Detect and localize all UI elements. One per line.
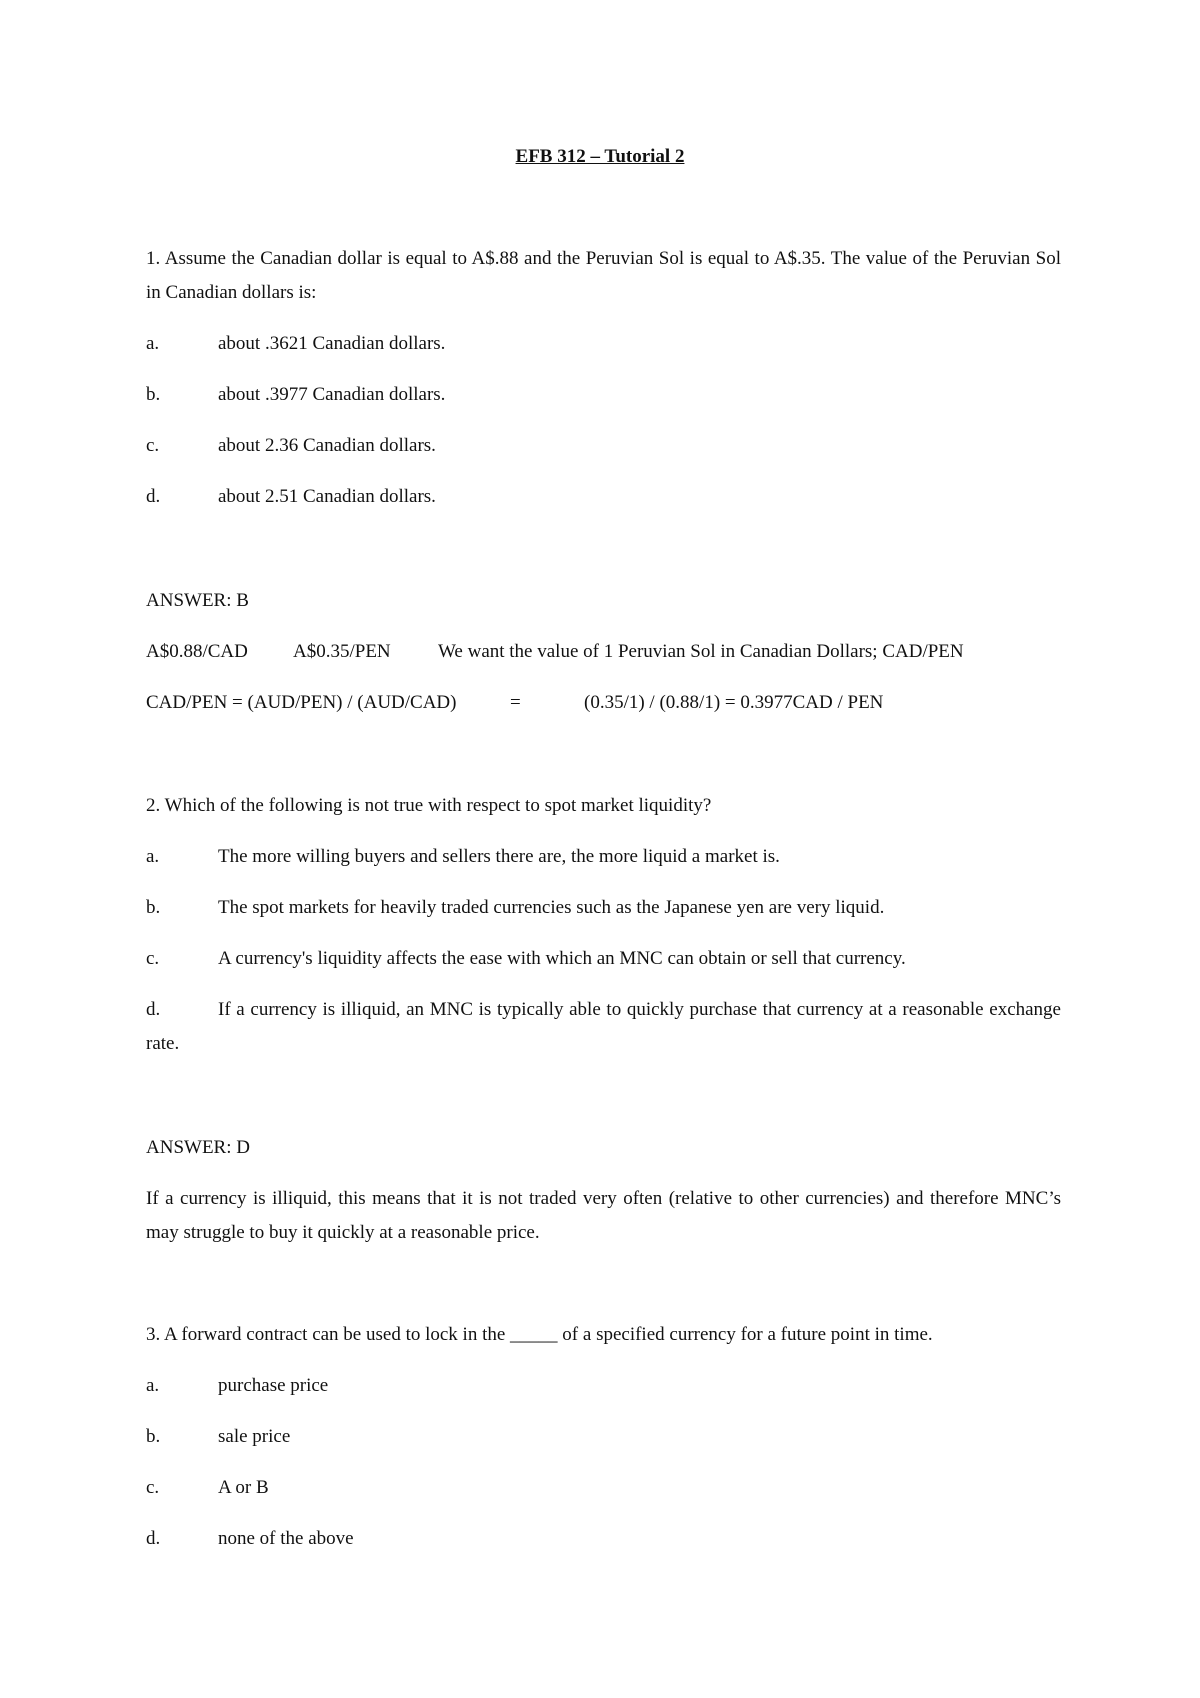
q3-option-b-letter: b. [146, 1426, 161, 1447]
q2-option-c-letter: c. [146, 948, 160, 969]
q1-option-d-letter: d. [146, 486, 161, 507]
q2-answer: ANSWER: D [146, 1137, 250, 1158]
q1-work2-part-a: CAD/PEN = (AUD/PEN) / (AUD/CAD) [146, 692, 457, 713]
question-3-text: 3. A forward contract can be used to lock in the _____ of a specified currency for a future point in time. [146, 1324, 933, 1345]
q2-option-d-letter: d. [146, 999, 161, 1020]
q2-option-a-letter: a. [146, 846, 160, 867]
q2-option-b-text: The spot markets for heavily traded currencies such as the Japanese yen are very liquid. [218, 897, 885, 918]
document-title: EFB 312 – Tutorial 2 [515, 146, 685, 167]
q2-option-c-text: A currency's liquidity affects the ease with which an MNC can obtain or sell that currency. [218, 948, 906, 969]
q3-option-b-text: sale price [218, 1426, 291, 1447]
q2-option-d [146, 993, 1061, 1061]
q2-option-a-text: The more willing buyers and sellers there are, the more liquid a market is. [218, 846, 780, 867]
q1-work2-part-c: (0.35/1) / (0.88/1) = 0.3977CAD / PEN [584, 692, 884, 713]
q1-work1-part-b: A$0.35/PEN [293, 641, 391, 662]
q1-option-b-letter: b. [146, 384, 161, 405]
q3-option-c-text: A or B [218, 1477, 269, 1498]
question-1-text: 1. Assume the Canadian dollar is equal to A$.88 and the Peruvian Sol is equal to A$.35. The value of the Peruvian Sol in Canadian dollars is: [146, 248, 1061, 303]
q1-option-c-text: about 2.36 Canadian dollars. [218, 435, 436, 456]
q1-option-a-text: about .3621 Canadian dollars. [218, 333, 446, 354]
q1-option-c-letter: c. [146, 435, 160, 456]
q3-option-d-letter: d. [146, 1528, 161, 1549]
q1-work2-part-b: = [510, 692, 521, 713]
q3-option-d-text: none of the above [218, 1528, 354, 1549]
q2-option-d-text: If a currency is illiquid, an MNC is typically able to quickly purchase that currency at a reasonable exchange rate. [146, 999, 1061, 1054]
q1-work1-part-a: A$0.88/CAD [146, 641, 248, 662]
question-2-text: 2. Which of the following is not true with respect to spot market liquidity? [146, 795, 712, 816]
q1-option-d-text: about 2.51 Canadian dollars. [218, 486, 436, 507]
q3-option-c-letter: c. [146, 1477, 160, 1498]
q1-work1-part-c: We want the value of 1 Peruvian Sol in Canadian Dollars; CAD/PEN [438, 641, 964, 662]
q3-option-a-letter: a. [146, 1375, 160, 1396]
q3-option-a-text: purchase price [218, 1375, 329, 1396]
q1-option-b-text: about .3977 Canadian dollars. [218, 384, 446, 405]
q2-explanation: If a currency is illiquid, this means that it is not traded very often (relative to other currencies) and therefore MNC’s may struggle to buy it quickly at a reasonable price. [146, 1188, 1061, 1243]
q1-answer: ANSWER: B [146, 590, 249, 611]
q2-option-b-letter: b. [146, 897, 161, 918]
q1-option-a-letter: a. [146, 333, 160, 354]
